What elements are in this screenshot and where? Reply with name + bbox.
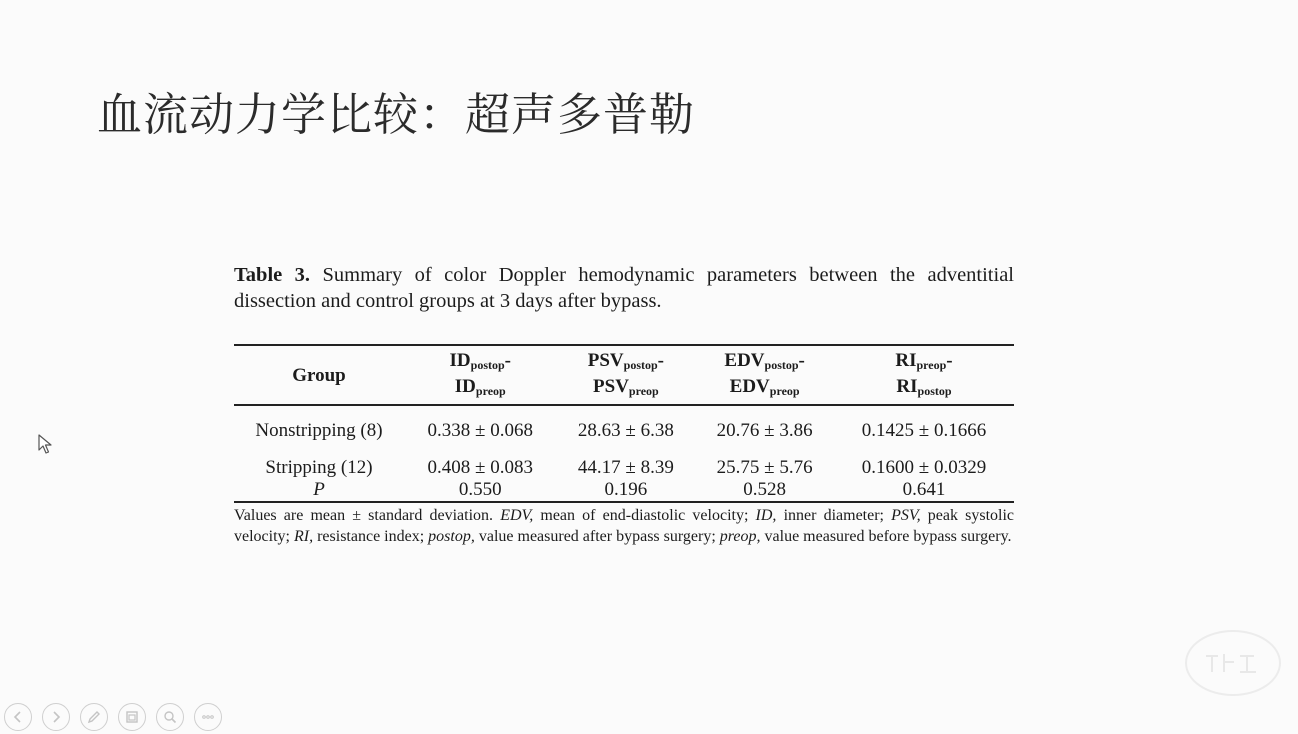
cell-id: 0.338 ± 0.068 bbox=[427, 420, 533, 441]
cell-ri: 0.1600 ± 0.0329 bbox=[861, 457, 987, 478]
table-header-row bbox=[234, 345, 1014, 405]
mouse-cursor-icon bbox=[38, 434, 54, 460]
doppler-table bbox=[234, 344, 1014, 503]
header-id-l2-sub: preop bbox=[475, 384, 506, 398]
header-psv-l1-tail: - bbox=[657, 350, 664, 371]
header-edv-l1: EDV bbox=[724, 350, 765, 371]
header-id-l1: ID bbox=[449, 350, 471, 371]
header-psv-l1-sub: postop bbox=[623, 358, 658, 372]
header-ri-l1: RI bbox=[895, 350, 917, 371]
header-psv-l1: PSV bbox=[587, 350, 624, 371]
cell-psv: 44.17 ± 8.39 bbox=[577, 457, 674, 478]
header-ri bbox=[834, 345, 1014, 405]
fn-id: ID, bbox=[755, 507, 777, 524]
table-caption-text: Summary of color Doppler hemodynamic parameters between the adventitial dissection and control groups at 3 days after bypass. bbox=[234, 264, 1014, 312]
slides-icon[interactable] bbox=[118, 703, 146, 731]
header-edv-l1-sub: postop bbox=[764, 358, 799, 372]
table-block bbox=[234, 262, 1014, 547]
slide-title: 血流动力学比较：超声多普勒 bbox=[97, 88, 696, 141]
zoom-icon[interactable] bbox=[156, 703, 184, 731]
cell-edv: 20.76 ± 3.86 bbox=[716, 420, 813, 441]
fn-postop: postop, bbox=[428, 528, 475, 545]
header-edv bbox=[695, 345, 834, 405]
table-caption-label: Table 3. bbox=[234, 264, 311, 286]
cell-group: P bbox=[313, 479, 325, 500]
fn-t1: Values are mean ± standard deviation. bbox=[234, 507, 501, 524]
fn-t3: inner diameter; bbox=[776, 507, 892, 524]
fn-t6: value measured after bypass surgery; bbox=[474, 528, 720, 545]
cell-ri: 0.1425 ± 0.1666 bbox=[861, 420, 987, 441]
cell-ri: 0.641 bbox=[902, 479, 946, 500]
fn-t2: mean of end-diastolic velocity; bbox=[533, 507, 756, 524]
header-id-l2: ID bbox=[454, 376, 476, 397]
more-icon[interactable] bbox=[194, 703, 222, 731]
cell-edv: 0.528 bbox=[743, 479, 786, 500]
header-id bbox=[404, 345, 557, 405]
header-psv-l2-sub: preop bbox=[628, 384, 659, 398]
watermark-logo-icon bbox=[1185, 630, 1281, 696]
fn-edv: EDV, bbox=[500, 507, 534, 524]
header-ri-l2-sub: postop bbox=[917, 384, 952, 398]
header-edv-l2: EDV bbox=[729, 376, 770, 397]
slideshow-toolbar bbox=[4, 703, 222, 731]
header-edv-l1-tail: - bbox=[798, 350, 805, 371]
cell-group: Stripping (12) bbox=[265, 457, 373, 478]
previous-icon[interactable] bbox=[4, 703, 32, 731]
fn-t5: resistance index; bbox=[313, 528, 429, 545]
pen-icon[interactable] bbox=[80, 703, 108, 731]
table-row bbox=[234, 405, 1014, 442]
header-group: Group bbox=[292, 365, 346, 386]
table-caption bbox=[234, 262, 1014, 314]
header-psv bbox=[557, 345, 696, 405]
fn-psv: PSV, bbox=[891, 507, 921, 524]
table-footnote bbox=[234, 505, 1014, 547]
fn-t7: value measured before bypass surgery. bbox=[760, 528, 1012, 545]
next-icon[interactable] bbox=[42, 703, 70, 731]
header-edv-l2-sub: preop bbox=[769, 384, 800, 398]
cell-id: 0.550 bbox=[458, 479, 502, 500]
cell-id: 0.408 ± 0.083 bbox=[427, 457, 533, 478]
cell-edv: 25.75 ± 5.76 bbox=[716, 457, 813, 478]
table-row-p-value bbox=[234, 479, 1014, 502]
table-row bbox=[234, 442, 1014, 479]
cell-group: Nonstripping (8) bbox=[255, 420, 383, 441]
header-psv-l2: PSV bbox=[593, 376, 629, 397]
cell-psv: 0.196 bbox=[604, 479, 648, 500]
header-id-l1-tail: - bbox=[504, 350, 511, 371]
fn-ri: RI, bbox=[293, 528, 314, 545]
cell-psv: 28.63 ± 6.38 bbox=[577, 420, 674, 441]
header-ri-l1-sub: preop bbox=[916, 358, 947, 372]
fn-t4: peak systolic velocity; bbox=[234, 507, 1015, 545]
fn-preop: preop, bbox=[719, 528, 761, 545]
header-ri-l1-tail: - bbox=[946, 350, 953, 371]
header-ri-l2: RI bbox=[896, 376, 918, 397]
header-id-l1-sub: postop bbox=[470, 358, 505, 372]
